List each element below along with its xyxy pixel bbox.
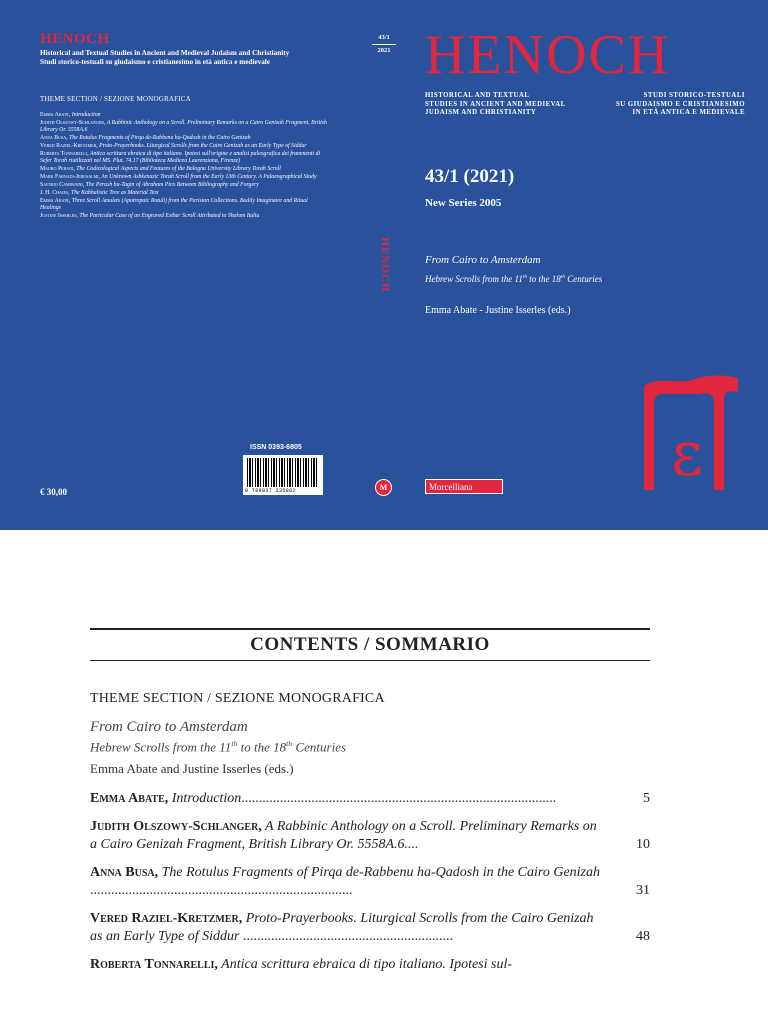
back-article-title: The Codicological Aspects and Features of the Bologna University Library Torah Scroll [74, 165, 281, 172]
tagline-line: STUDI STORICO-TESTUALI [643, 92, 745, 99]
back-article [40, 166, 330, 173]
back-article [40, 213, 330, 220]
back-issue-number: 43/1 [378, 34, 390, 41]
back-article-author: Emma Abate, [40, 198, 71, 205]
entry-text [90, 956, 600, 974]
entry-author: Roberta Tonnarelli, [90, 957, 218, 973]
tagline-line: JUDAISM AND CHRISTIANITY [425, 109, 537, 116]
back-article-author: Saverio Campanini, [40, 181, 85, 188]
back-article-list [40, 112, 330, 219]
contents-entry [90, 956, 650, 974]
contents-page [90, 628, 650, 984]
back-issue-year: 2021 [377, 47, 391, 54]
spine-title: HENOCH [379, 237, 391, 293]
back-theme-label: THEME SECTION / SEZIONE MONOGRAFICA [40, 95, 191, 103]
back-article-title: The Kabbalistic Tree as Material Text [69, 189, 159, 196]
tagline-line: SU GIUDAISMO E CRISTIANESIMO [615, 100, 745, 108]
entry-leader-dots: .......................................................................................... [241, 791, 557, 807]
back-article [40, 143, 330, 150]
contents-entry [90, 790, 650, 808]
back-article-title: A Rabbinic Anthology on a Scroll. Preliminary Remarks on a Cairo Genizah Fragment, British Library Or. 5558A.6 [40, 120, 327, 133]
entry-text [90, 818, 600, 854]
entry-author: Anna Busa, [90, 865, 159, 881]
back-article-title: The Perush ha-Tagin of Abraham Pico Between Bibliography and Forgery [84, 181, 259, 188]
entry-page: 5 [643, 791, 650, 807]
back-article [40, 135, 330, 142]
front-series: New Series 2005 [425, 197, 502, 209]
back-subtitle-en: Historical and Textual Studies in Ancient and Medieval Judaism and Christianity [40, 49, 290, 57]
subtitle-sup: th [231, 739, 238, 748]
entry-leader-dots: ........................................................................... [90, 883, 353, 899]
contents-editors: Emma Abate and Justine Isserles (eds.) [90, 761, 294, 777]
back-article [40, 198, 330, 211]
contents-entry [90, 910, 650, 946]
back-article-title: Introduction [70, 112, 101, 118]
front-theme-title: From Cairo to Amsterdam [425, 254, 541, 266]
contents-entries [90, 790, 650, 974]
back-article-author: Justine Isserles, [40, 212, 78, 219]
entry-title: The Rotulus Fragments of Pirqa de-Rabbenu ha-Qadosh in the Cairo Genizah [158, 865, 600, 881]
contents-heading: CONTENTS / SOMMARIO [250, 634, 490, 655]
emblem-letter: ε [670, 417, 704, 490]
subtitle-sup: th [522, 274, 528, 280]
front-tagline-en [425, 92, 566, 118]
tagline-line: IN ETÀ ANTICA E MEDIEVALE [632, 109, 745, 116]
subtitle-part: Centuries [564, 274, 603, 284]
entry-text [90, 864, 600, 900]
entry-page: 10 [636, 837, 650, 853]
contents-entry [90, 864, 650, 900]
back-article-author: Mark Farnadi-Jerusalmi, [40, 173, 100, 180]
henoch-emblem-icon [634, 372, 746, 498]
entry-page: 31 [636, 883, 650, 899]
publisher-logo-icon: M [375, 479, 392, 496]
subtitle-part: Hebrew Scrolls from the 11 [90, 739, 232, 755]
contents-theme-title: From Cairo to Amsterdam [90, 719, 248, 735]
subtitle-part: to the 18 [527, 274, 561, 284]
back-subtitle-it: Studi storico-testuali su giudaismo e cristianesimo in età antica e medievale [40, 58, 270, 66]
entry-author: Emma Abate, [90, 791, 169, 807]
subtitle-sup: th [286, 739, 293, 748]
back-article-author: Roberta Tonnarelli, [40, 150, 89, 157]
front-tagline-it [600, 92, 745, 118]
barcode-number: 9 788837 235802 [245, 488, 297, 494]
barcode-bars [247, 458, 319, 487]
subtitle-part: Hebrew Scrolls from the 11 [425, 274, 523, 284]
front-issue: 43/1 (2021) [425, 166, 515, 187]
barcode [243, 455, 323, 495]
back-article-title: Proto-Prayerbooks. Liturgical Scrolls from the Cairo Genizah as an Early Type of Siddur [97, 142, 307, 149]
front-journal-name: HENOCH [425, 24, 671, 86]
back-journal-name: HENOCH [40, 31, 110, 47]
entry-text [90, 790, 600, 808]
back-article [40, 112, 330, 119]
contents-theme-label: THEME SECTION / SEZIONE MONOGRAFICA [90, 691, 385, 706]
entry-leader-dots: ............................................................ [239, 929, 453, 945]
back-article-author: Anna Busa, [40, 134, 68, 141]
subtitle-part: Centuries [292, 739, 347, 755]
entry-title: Introduction [168, 791, 242, 807]
back-issue-badge [372, 33, 396, 56]
front-theme-subtitle [425, 274, 602, 284]
entry-title: Antica scrittura ebraica di tipo italiano. Ipotesi sul- [217, 957, 513, 973]
back-article [40, 174, 330, 181]
entry-page: 48 [636, 929, 650, 945]
entry-title: Proto-Prayerbooks. Liturgical Scrolls from the Cairo Genizah as an Early Type of Siddur [90, 911, 594, 945]
tagline-line: HISTORICAL AND TEXTUAL [425, 92, 530, 99]
front-editors: Emma Abate - Justine Isserles (eds.) [425, 305, 571, 316]
back-article [40, 120, 330, 133]
back-article-author: Mauro Perani, [40, 165, 75, 172]
divider [90, 660, 650, 661]
entry-author: Vered Raziel-Kretzmer, [90, 911, 243, 927]
issn: ISSN 0393-6805 [250, 444, 302, 451]
back-article-author: J. H. Chajes, [40, 189, 70, 196]
subtitle-part: to the 18 [237, 739, 287, 755]
back-article-author: Vered Raziel-Kretzmer, [40, 142, 98, 149]
back-article-author: Judith Olszowy-Schlanger, [40, 120, 106, 127]
entry-text [90, 910, 600, 946]
back-article [40, 182, 330, 189]
subtitle-sup: th [560, 274, 565, 280]
back-article-title: Three Scroll Amulets (Apotropaic Rotuli) from the Parisian Collections. Bodily Imaginaire and Ritual Healings [40, 198, 308, 211]
divider [90, 628, 650, 630]
back-article-title: The Particular Case of an Engraved Esther Scroll Attributed to Shalom Italia [77, 212, 260, 219]
divider [372, 44, 396, 45]
back-cover [40, 32, 330, 221]
back-article [40, 190, 330, 197]
contents-entry [90, 818, 650, 854]
back-article [40, 151, 330, 164]
contents-theme-subtitle [90, 739, 650, 755]
tagline-line: STUDIES IN ANCIENT AND MEDIEVAL [425, 100, 566, 108]
entry-title: A Rabbinic Anthology on a Scroll. Preliminary Remarks on a Cairo Genizah Fragment, British Library Or. 5558A.6.... [90, 819, 597, 853]
price: € 30,00 [40, 487, 67, 497]
back-article-author: Emma Abate, [40, 112, 71, 118]
back-article-title: The Rotulus Fragments of Pirqa de-Rabbenu ha-Qadosh in the Cairo Genizah [67, 134, 251, 141]
publisher-badge: Morcelliana [425, 479, 503, 494]
entry-author: Judith Olszowy-Schlanger, [90, 819, 262, 835]
back-article-title: Antica scrittura ebraica di tipo italiano. Ipotesi sull'origine e analisi paleografica dei frammenti di Sefer Torah riutilizzati nel MS. Plut. 74.17 (Biblioteca Medicea Laurenziana, Firenze) [40, 150, 321, 164]
back-article-title: An Unknown Ashkenazic Torah Scroll from the Early 13th Century. A Palaeographical Study [99, 173, 317, 180]
